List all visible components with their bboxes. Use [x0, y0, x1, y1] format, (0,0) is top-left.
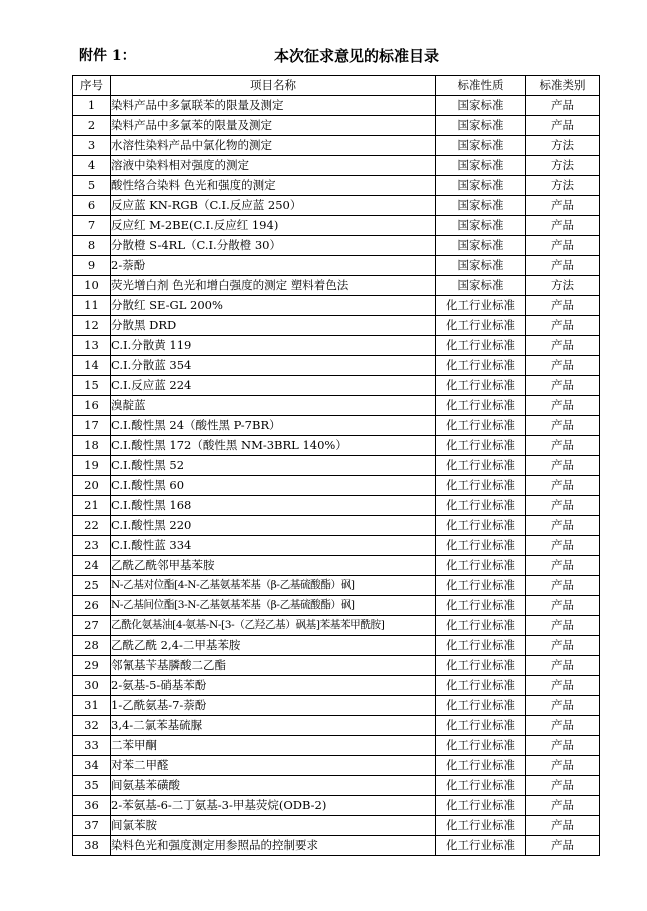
cell-no: 8	[73, 236, 111, 256]
cell-category: 产品	[526, 736, 600, 756]
table-row	[73, 136, 600, 156]
cell-nature: 化工行业标准	[436, 456, 526, 476]
cell-name: 乙酰化氨基油[4-氨基-N-[3-（乙羟乙基）砜基]苯基苯甲酰胺]	[111, 616, 436, 636]
cell-name: 反应蓝 KN-RGB（C.I.反应蓝 250）	[111, 196, 436, 216]
cell-name: 分散橙 S-4RL（C.I.分散橙 30）	[111, 236, 436, 256]
cell-category: 产品	[526, 656, 600, 676]
table-row	[73, 216, 600, 236]
cell-no: 18	[73, 436, 111, 456]
cell-name: 分散红 SE-GL 200%	[111, 296, 436, 316]
cell-nature: 化工行业标准	[436, 416, 526, 436]
cell-nature: 国家标准	[436, 96, 526, 116]
cell-no: 23	[73, 536, 111, 556]
cell-no: 24	[73, 556, 111, 576]
cell-no: 15	[73, 376, 111, 396]
cell-category: 方法	[526, 276, 600, 296]
cell-name: 染料产品中多氯联苯的限量及测定	[111, 96, 436, 116]
cell-name: C.I.酸性黑 52	[111, 456, 436, 476]
cell-no: 37	[73, 816, 111, 836]
table-row	[73, 576, 600, 596]
table-row	[73, 696, 600, 716]
cell-category: 产品	[526, 576, 600, 596]
cell-name: 2-萘酚	[111, 256, 436, 276]
cell-category: 产品	[526, 616, 600, 636]
cell-nature: 化工行业标准	[436, 556, 526, 576]
cell-nature: 化工行业标准	[436, 376, 526, 396]
cell-nature: 化工行业标准	[436, 476, 526, 496]
cell-no: 29	[73, 656, 111, 676]
cell-no: 12	[73, 316, 111, 336]
cell-name: 溶液中染料相对强度的测定	[111, 156, 436, 176]
cell-category: 产品	[526, 316, 600, 336]
cell-name: C.I.酸性黑 24（酸性黑 P-7BR）	[111, 416, 436, 436]
cell-nature: 化工行业标准	[436, 596, 526, 616]
cell-category: 产品	[526, 596, 600, 616]
cell-category: 产品	[526, 336, 600, 356]
cell-category: 产品	[526, 396, 600, 416]
table-row	[73, 236, 600, 256]
cell-no: 32	[73, 716, 111, 736]
cell-category: 产品	[526, 536, 600, 556]
table-row	[73, 536, 600, 556]
cell-name: C.I.酸性黑 172（酸性黑 NM-3BRL 140%）	[111, 436, 436, 456]
cell-no: 3	[73, 136, 111, 156]
cell-nature: 化工行业标准	[436, 316, 526, 336]
cell-no: 1	[73, 96, 111, 116]
cell-name: 间氨基苯磺酸	[111, 776, 436, 796]
cell-nature: 化工行业标准	[436, 736, 526, 756]
table-row	[73, 196, 600, 216]
table-row	[73, 796, 600, 816]
table-row	[73, 616, 600, 636]
cell-nature: 化工行业标准	[436, 616, 526, 636]
cell-category: 产品	[526, 476, 600, 496]
cell-name: 分散黑 DRD	[111, 316, 436, 336]
cell-nature: 化工行业标准	[436, 536, 526, 556]
attachment-label: 附件 1：	[79, 48, 136, 64]
header-nature: 标准性质	[436, 76, 526, 96]
cell-category: 产品	[526, 756, 600, 776]
table-row	[73, 116, 600, 136]
cell-no: 38	[73, 836, 111, 856]
cell-nature: 化工行业标准	[436, 296, 526, 316]
table-row	[73, 296, 600, 316]
cell-no: 30	[73, 676, 111, 696]
cell-nature: 化工行业标准	[436, 676, 526, 696]
cell-no: 27	[73, 616, 111, 636]
cell-nature: 国家标准	[436, 216, 526, 236]
cell-name: C.I.分散黄 119	[111, 336, 436, 356]
cell-name: 对苯二甲醛	[111, 756, 436, 776]
cell-category: 产品	[526, 716, 600, 736]
cell-category: 产品	[526, 436, 600, 456]
cell-nature: 化工行业标准	[436, 576, 526, 596]
cell-no: 31	[73, 696, 111, 716]
cell-category: 产品	[526, 216, 600, 236]
cell-category: 产品	[526, 556, 600, 576]
table-row	[73, 516, 600, 536]
cell-nature: 化工行业标准	[436, 836, 526, 856]
cell-name: 酸性络合染料 色光和强度的测定	[111, 176, 436, 196]
cell-no: 26	[73, 596, 111, 616]
cell-name: 反应红 M-2BE(C.I.反应红 194)	[111, 216, 436, 236]
standards-catalog-table	[72, 75, 600, 856]
table-row	[73, 596, 600, 616]
cell-no: 7	[73, 216, 111, 236]
table-row	[73, 736, 600, 756]
table-row	[73, 396, 600, 416]
cell-no: 28	[73, 636, 111, 656]
cell-nature: 化工行业标准	[436, 396, 526, 416]
cell-category: 产品	[526, 496, 600, 516]
table-row	[73, 376, 600, 396]
cell-no: 4	[73, 156, 111, 176]
cell-name: 1-乙酰氨基-7-萘酚	[111, 696, 436, 716]
cell-nature: 化工行业标准	[436, 336, 526, 356]
table-row	[73, 556, 600, 576]
table-row	[73, 636, 600, 656]
cell-no: 11	[73, 296, 111, 316]
cell-category: 产品	[526, 356, 600, 376]
cell-nature: 化工行业标准	[436, 816, 526, 836]
table-row	[73, 716, 600, 736]
cell-no: 34	[73, 756, 111, 776]
table-row	[73, 756, 600, 776]
cell-name: C.I.反应蓝 224	[111, 376, 436, 396]
document-title: 本次征求意见的标准目录	[274, 47, 440, 65]
cell-no: 14	[73, 356, 111, 376]
cell-no: 20	[73, 476, 111, 496]
table-row	[73, 676, 600, 696]
cell-no: 35	[73, 776, 111, 796]
cell-name: 染料色光和强度测定用参照品的控制要求	[111, 836, 436, 856]
cell-no: 36	[73, 796, 111, 816]
table-row	[73, 436, 600, 456]
cell-category: 产品	[526, 96, 600, 116]
cell-name: C.I.分散蓝 354	[111, 356, 436, 376]
cell-category: 产品	[526, 676, 600, 696]
cell-category: 产品	[526, 116, 600, 136]
cell-name: 乙酰乙酰邻甲基苯胺	[111, 556, 436, 576]
table-row	[73, 356, 600, 376]
cell-category: 产品	[526, 456, 600, 476]
cell-nature: 化工行业标准	[436, 516, 526, 536]
document-heading	[79, 45, 599, 69]
cell-name: 3,4-二氯苯基硫脲	[111, 716, 436, 736]
cell-nature: 化工行业标准	[436, 636, 526, 656]
cell-category: 产品	[526, 236, 600, 256]
cell-nature: 化工行业标准	[436, 776, 526, 796]
cell-nature: 化工行业标准	[436, 436, 526, 456]
cell-category: 产品	[526, 796, 600, 816]
cell-no: 2	[73, 116, 111, 136]
cell-nature: 化工行业标准	[436, 756, 526, 776]
cell-name: 乙酰乙酰 2,4-二甲基苯胺	[111, 636, 436, 656]
cell-category: 产品	[526, 836, 600, 856]
table-body	[73, 96, 600, 856]
table-row	[73, 776, 600, 796]
cell-name: 荧光增白剂 色光和增白强度的测定 塑料着色法	[111, 276, 436, 296]
cell-no: 22	[73, 516, 111, 536]
table-row	[73, 156, 600, 176]
table-row	[73, 176, 600, 196]
cell-name: 邻氰基苄基膦酸二乙酯	[111, 656, 436, 676]
header-category: 标准类别	[526, 76, 600, 96]
cell-no: 13	[73, 336, 111, 356]
cell-no: 21	[73, 496, 111, 516]
cell-category: 产品	[526, 376, 600, 396]
cell-category: 产品	[526, 776, 600, 796]
table-row	[73, 276, 600, 296]
table-header-row	[73, 76, 600, 96]
table-row	[73, 816, 600, 836]
table-row	[73, 456, 600, 476]
cell-nature: 国家标准	[436, 116, 526, 136]
cell-no: 16	[73, 396, 111, 416]
cell-category: 产品	[526, 516, 600, 536]
table-row	[73, 416, 600, 436]
cell-nature: 国家标准	[436, 276, 526, 296]
cell-category: 产品	[526, 196, 600, 216]
cell-name: N-乙基间位酯[3-N-乙基氨基苯基（β-乙基硫酸酯）砜]	[111, 596, 436, 616]
cell-category: 产品	[526, 416, 600, 436]
table-row	[73, 656, 600, 676]
cell-nature: 国家标准	[436, 156, 526, 176]
cell-nature: 化工行业标准	[436, 716, 526, 736]
cell-nature: 国家标准	[436, 256, 526, 276]
table-row	[73, 96, 600, 116]
cell-no: 9	[73, 256, 111, 276]
cell-nature: 国家标准	[436, 236, 526, 256]
cell-name: C.I.酸性黑 220	[111, 516, 436, 536]
cell-category: 产品	[526, 636, 600, 656]
cell-name: C.I.酸性蓝 334	[111, 536, 436, 556]
cell-nature: 国家标准	[436, 196, 526, 216]
table-row	[73, 256, 600, 276]
table-row	[73, 476, 600, 496]
cell-name: 溴靛蓝	[111, 396, 436, 416]
cell-category: 方法	[526, 176, 600, 196]
cell-name: C.I.酸性黑 60	[111, 476, 436, 496]
cell-name: 2-苯氨基-6-二丁氨基-3-甲基荧烷(ODB-2)	[111, 796, 436, 816]
table-row	[73, 316, 600, 336]
cell-category: 产品	[526, 256, 600, 276]
table-row	[73, 496, 600, 516]
cell-no: 19	[73, 456, 111, 476]
cell-no: 6	[73, 196, 111, 216]
cell-category: 产品	[526, 696, 600, 716]
cell-nature: 化工行业标准	[436, 356, 526, 376]
cell-nature: 化工行业标准	[436, 496, 526, 516]
cell-name: 二苯甲酮	[111, 736, 436, 756]
cell-nature: 化工行业标准	[436, 656, 526, 676]
cell-no: 10	[73, 276, 111, 296]
cell-category: 产品	[526, 296, 600, 316]
cell-no: 25	[73, 576, 111, 596]
cell-name: N-乙基对位酯[4-N-乙基氨基苯基（β-乙基硫酸酯）砜]	[111, 576, 436, 596]
table-row	[73, 836, 600, 856]
cell-category: 方法	[526, 156, 600, 176]
cell-category: 方法	[526, 136, 600, 156]
cell-nature: 化工行业标准	[436, 696, 526, 716]
cell-nature: 化工行业标准	[436, 796, 526, 816]
cell-no: 33	[73, 736, 111, 756]
cell-name: 染料产品中多氯苯的限量及测定	[111, 116, 436, 136]
header-name: 项目名称	[111, 76, 436, 96]
cell-category: 产品	[526, 816, 600, 836]
cell-name: 2-氨基-5-硝基苯酚	[111, 676, 436, 696]
table-row	[73, 336, 600, 356]
cell-no: 17	[73, 416, 111, 436]
cell-no: 5	[73, 176, 111, 196]
cell-nature: 国家标准	[436, 136, 526, 156]
cell-name: C.I.酸性黑 168	[111, 496, 436, 516]
cell-name: 间氯苯胺	[111, 816, 436, 836]
header-no: 序号	[73, 76, 111, 96]
cell-name: 水溶性染料产品中氯化物的测定	[111, 136, 436, 156]
cell-nature: 国家标准	[436, 176, 526, 196]
